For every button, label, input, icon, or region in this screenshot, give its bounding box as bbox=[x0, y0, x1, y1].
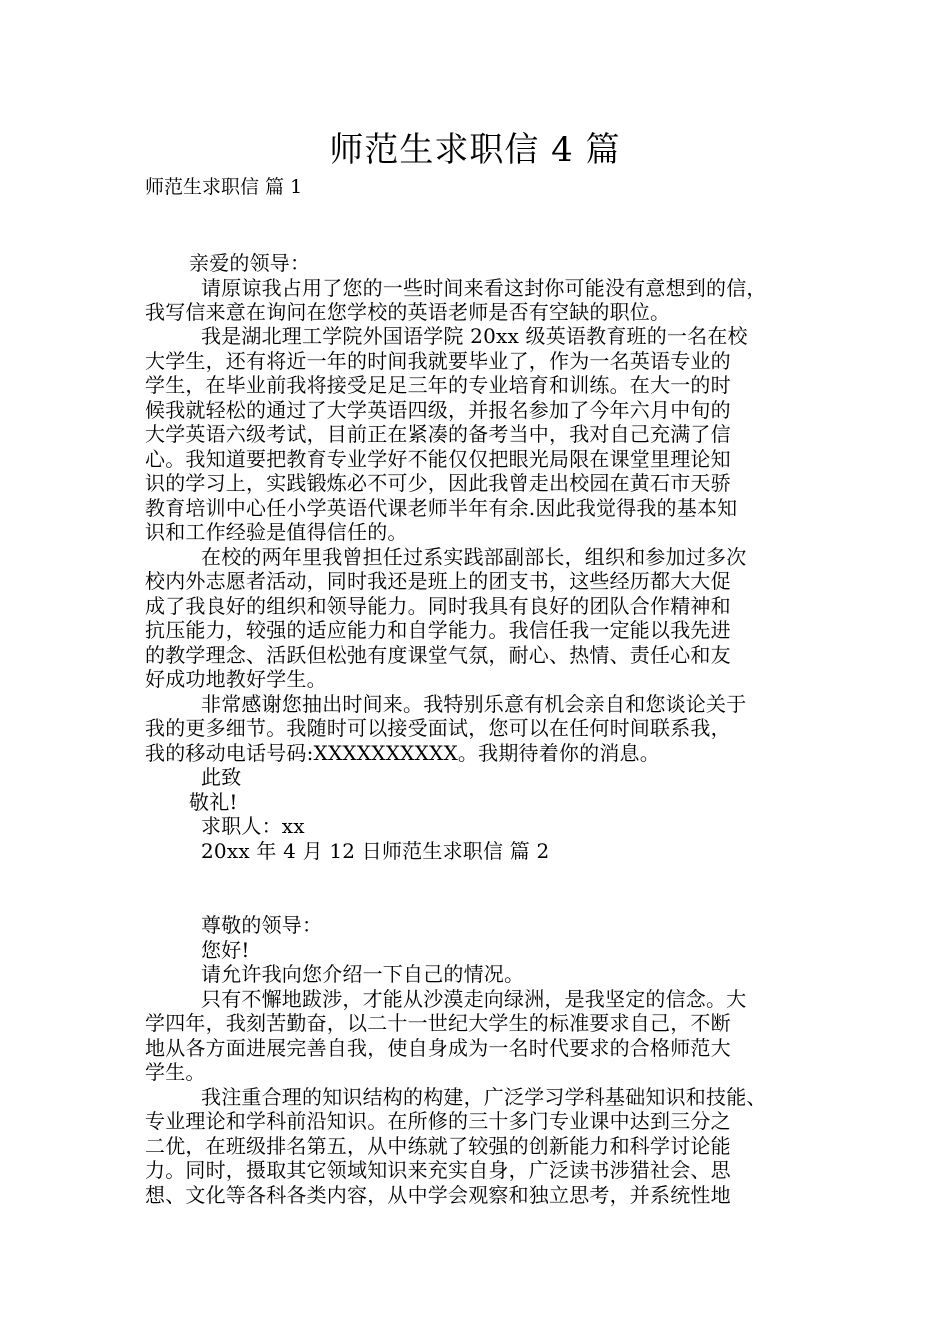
paragraph-line: 教育培训中心任小学英语代课老师半年有余.因此我觉得我的基本知 bbox=[145, 496, 738, 520]
paragraph-line: 我的更多细节。我随时可以接受面试，您可以在任何时间联系我， bbox=[145, 716, 731, 740]
paragraph-line: 我写信来意在询问在您学校的英语老师是否有空缺的职位。 bbox=[145, 300, 671, 324]
paragraph-line: 校内外志愿者活动，同时我还是班上的团支书，这些经历都大大促 bbox=[145, 569, 731, 593]
paragraph-line: 地从各方面进展完善自我，使自身成为一名时代要求的合格师范大 bbox=[145, 1036, 731, 1060]
paragraph-line: 成了我良好的组织和领导能力。同时我具有良好的团队合作精神和 bbox=[145, 594, 731, 618]
paragraph-line: 我注重合理的知识结构的构建，广泛学习学科基础知识和技能、 bbox=[201, 1085, 767, 1109]
paragraph-line: 识的学习上，实践锻炼必不可少，因此我曾走出校园在黄石市天骄 bbox=[145, 471, 731, 495]
closing-line: 此致 bbox=[201, 765, 242, 789]
paragraph-line: 只有不懈地跋涉，才能从沙漠走向绿洲，是我坚定的信念。大 bbox=[201, 987, 747, 1011]
paragraph-line: 大学英语六级考试，目前正在紧凑的备考当中，我对自己充满了信 bbox=[145, 422, 731, 446]
paragraph-line: 二优，在班级排名第五，从中练就了较强的创新能力和科学讨论能 bbox=[145, 1134, 731, 1158]
paragraph-line: 的教学理念、活跃但松弛有度课堂气氛，耐心、热情、责任心和友 bbox=[145, 643, 731, 667]
paragraph-line: 好成功地教好学生。 bbox=[145, 667, 327, 691]
paragraph-line: 心。我知道要把教育专业学好不能仅仅把眼光局限在课堂里理论知 bbox=[145, 447, 731, 471]
paragraph-line: 我是湖北理工学院外国语学院 20xx 级英语教育班的一名在校 bbox=[201, 324, 748, 348]
salutation: 亲爱的领导： bbox=[189, 251, 311, 275]
paragraph-line: 专业理论和学科前沿知识。在所修的三十多门专业课中达到三分之 bbox=[145, 1109, 731, 1133]
paragraph-line: 学生，在毕业前我将接受足足三年的专业培育和训练。在大一的时 bbox=[145, 373, 731, 397]
paragraph-line: 学生。 bbox=[145, 1060, 206, 1084]
paragraph-line: 在校的两年里我曾担任过系实践部副部长，组织和参加过多次 bbox=[201, 545, 747, 569]
salutation-2: 尊敬的领导： bbox=[201, 913, 323, 937]
section-heading-1: 师范生求职信 篇 1 bbox=[145, 176, 303, 198]
paragraph-line: 非常感谢您抽出时间来。我特别乐意有机会亲自和您谈论关于 bbox=[201, 692, 747, 716]
paragraph-line: 请原谅我占用了您的一些时间来看这封你可能没有意想到的信， bbox=[201, 276, 767, 300]
paragraph-line: 想、文化等各科各类内容，从中学会观察和独立思考，并系统性地 bbox=[145, 1183, 731, 1207]
paragraph-line: 识和工作经验是值得信任的。 bbox=[145, 520, 408, 544]
signature-line: 求职人：xx bbox=[201, 814, 305, 838]
paragraph-line: 大学生，还有将近一年的时间我就要毕业了，作为一名英语专业的 bbox=[145, 349, 731, 373]
paragraph-line: 请允许我向您介绍一下自己的情况。 bbox=[201, 962, 525, 986]
closing-salute: 敬礼! bbox=[189, 790, 238, 814]
paragraph-line: 学四年，我刻苦勤奋，以二十一世纪大学生的标准要求自己，不断 bbox=[145, 1011, 731, 1035]
paragraph-line: 我的移动电话号码:XXXXXXXXXX。我期待着你的消息。 bbox=[145, 741, 660, 765]
paragraph-line: 力。同时，摄取其它领域知识来充实自身，广泛读书涉猎社会、思 bbox=[145, 1158, 731, 1182]
greeting: 您好! bbox=[201, 938, 250, 962]
document-title: 师范生求职信 4 篇 bbox=[329, 130, 621, 170]
date-and-heading-2: 20xx 年 4 月 12 日师范生求职信 篇 2 bbox=[201, 839, 550, 863]
paragraph-line: 候我就轻松的通过了大学英语四级，并报名参加了今年六月中旬的 bbox=[145, 398, 731, 422]
paragraph-line: 抗压能力，较强的适应能力和自学能力。我信任我一定能以我先进 bbox=[145, 618, 731, 642]
